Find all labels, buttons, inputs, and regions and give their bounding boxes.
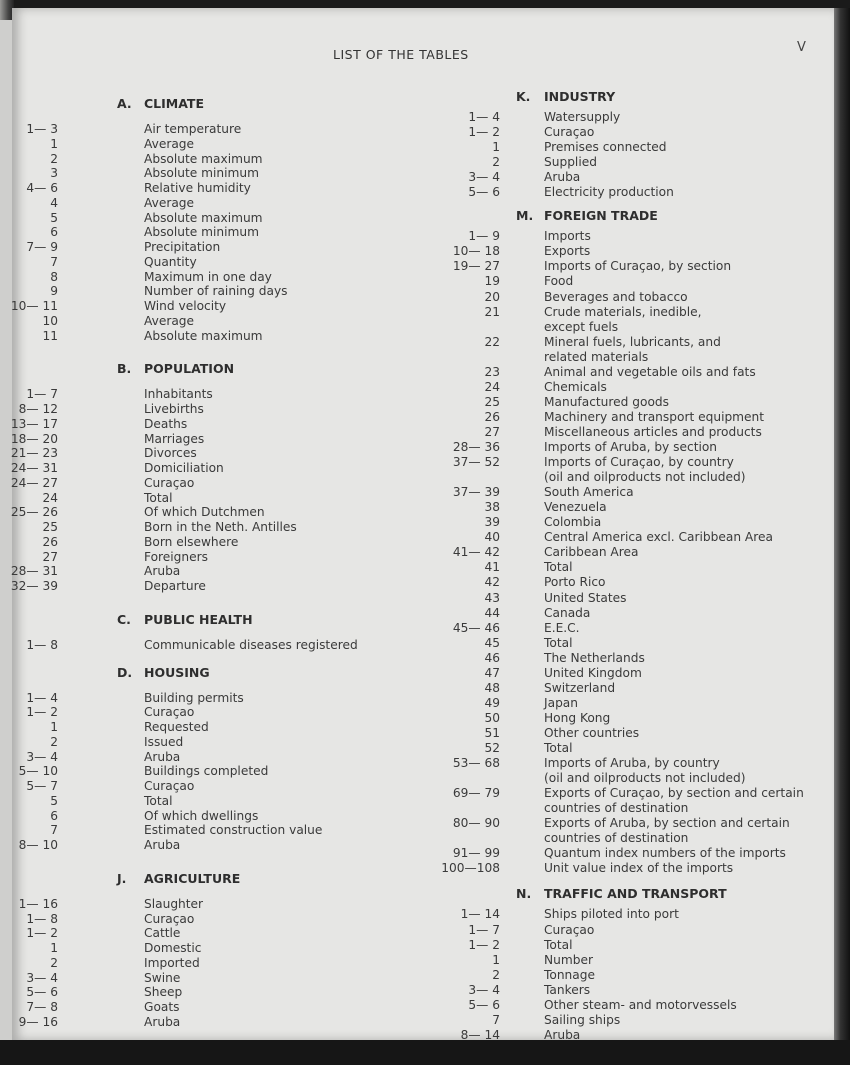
table-number: 25 [42,520,58,534]
table-list-entry [0,711,850,726]
table-title: Born elsewhere [144,534,239,549]
table-list-entry [0,923,850,938]
table-number: 2 [50,734,58,749]
table-title: Total [544,635,573,650]
table-number: 19 [484,274,500,289]
table-number: 1— 2 [26,705,58,720]
table-list-entry [0,606,850,621]
table-title: Crude materials, inedible, [544,304,702,319]
table-title: Imports of Curaçao, by section [544,259,732,274]
table-number: 51 [484,725,500,740]
table-title: (oil and oilproducts not included) [544,771,746,786]
table-title: Other countries [544,725,640,740]
table-title: Colombia [544,515,602,530]
table-title: countries of destination [544,831,689,846]
table-title: Marriages [144,431,205,446]
table-number: 8 [50,269,58,284]
table-title: Total [544,741,573,755]
table-title: Absolute minimum [144,166,259,181]
table-title: United States [544,590,627,605]
table-title: Canada [544,605,591,620]
table-title: Of which dwellings [144,808,259,823]
table-number: 24— 31 [10,461,58,475]
table-title: Of which Dutchmen [144,505,265,520]
table-list-entry [0,110,850,125]
table-title: Chemicals [544,379,607,394]
table-title: Unit value index of the imports [544,861,734,876]
table-title: Aruba [144,838,181,852]
table-list-entry [0,485,850,500]
table-list-entry [0,125,850,140]
table-list-entry [0,938,850,953]
table-number: 38 [484,500,500,515]
table-title: South America [544,485,634,500]
table-title: Cattle [144,926,181,941]
table-list-entry [0,953,850,968]
table-title: Aruba [544,1027,581,1042]
table-title: Ships piloted into port [544,907,679,922]
table-title: Building permits [144,690,244,705]
table-title: Venezuela [544,500,607,515]
table-number: 19— 27 [452,259,500,274]
table-number: 28— 36 [452,440,500,454]
table-list-entry [0,801,850,816]
table-number: 3— 4 [26,749,58,764]
table-number: 37— 52 [452,455,500,470]
table-title: Wind velocity [144,299,227,313]
table-title: Imported [144,955,200,970]
table-list-entry [0,320,850,335]
table-list-entry [0,185,850,200]
section-letter: N. [516,886,532,902]
table-list-entry [0,530,850,545]
table-title: Hong Kong [544,710,611,725]
table-list-entry [0,651,850,666]
table-number: 10— 18 [452,244,500,259]
table-number: 1 [50,136,58,151]
table-list-entry [0,410,850,425]
table-number: 22 [484,334,500,349]
table-number: 46 [484,650,500,665]
table-list-entry [0,621,850,636]
table-title: Foreigners [144,549,208,564]
table-title: Buildings completed [144,764,269,779]
table-number: 2 [492,967,500,982]
table-title: Supplied [544,155,597,170]
table-title: Total [544,937,573,952]
table-number: 28— 31 [10,564,58,579]
table-number: 21— 23 [10,446,58,461]
table-number: 7— 8 [26,1000,58,1014]
table-title: Quantity [144,254,197,269]
table-number: 18— 20 [10,431,58,446]
table-number: 9— 16 [18,1014,58,1029]
table-title: Average [144,195,195,210]
table-number: 10— 11 [10,299,58,313]
table-title: Precipitation [144,240,221,254]
table-number: 44 [484,605,500,620]
table-list-entry [0,591,850,606]
table-title: Animal and vegetable oils and fats [544,364,756,379]
table-title: Swine [144,970,181,985]
table-number: 23 [484,364,500,379]
table-number: 8— 14 [460,1027,500,1042]
table-title: Tankers [544,982,591,997]
table-title: Curaçao [144,705,195,720]
table-list-entry [0,229,850,244]
table-title: Imports of Aruba, by section [544,440,718,454]
table-number: 13— 17 [10,416,58,431]
table-title: Maximum in one day [144,269,272,284]
table-number: 100—108 [441,861,500,876]
table-number: 5— 10 [18,764,58,779]
table-title: Caribbean Area [544,545,639,560]
table-title: Average [144,136,195,151]
page-title: LIST OF THE TABLES [333,47,469,62]
table-list-entry [0,786,850,801]
table-title: Number [544,952,593,967]
section-title: HOUSING [144,664,210,680]
table-list-entry [0,968,850,983]
table-title: Requested [144,720,209,734]
section-heading [0,208,850,223]
table-title: Food [544,274,574,289]
table-title: Exports [544,244,591,259]
table-number: 27 [484,424,500,439]
table-list-entry [0,831,850,846]
section-letter: C. [117,611,131,627]
table-title: Quantum index numbers of the imports [544,846,786,861]
table-number: 49 [484,695,500,710]
table-number: 1 [492,140,500,155]
table-number: 5 [50,793,58,808]
table-title: Total [144,793,173,808]
table-list-entry [0,170,850,185]
table-title: Imports of Curaçao, by country [544,455,734,470]
table-title: Average [144,313,195,328]
table-list-entry [0,470,850,485]
table-list-entry [0,515,850,530]
section-letter: J. [117,870,127,886]
table-number: 2 [50,955,58,970]
table-title: Imports of Aruba, by country [544,756,720,771]
table-title: Curaçao [544,125,595,140]
table-number: 1— 7 [26,387,58,402]
table-list-entry [0,696,850,711]
table-number: 5— 6 [26,985,58,1000]
table-number: 5— 6 [468,997,500,1012]
table-title: Divorces [144,446,197,461]
section-title: FOREIGN TRADE [544,208,658,224]
table-title: Total [544,560,573,575]
table-number: 24 [42,490,58,505]
table-list-entry [0,290,850,305]
table-list-entry [0,998,850,1013]
table-title: Exports of Curaçao, by section and certain [544,786,804,801]
table-number: 1 [50,720,58,734]
table-number: 7— 9 [26,240,58,254]
table-list-entry [0,155,850,170]
table-number: 41 [484,560,500,575]
section-title: POPULATION [144,361,235,377]
section-heading [0,89,850,104]
table-title: Domiciliation [144,461,224,475]
table-number: 32— 39 [10,579,58,593]
table-list-entry [0,395,850,410]
table-number: 69— 79 [452,786,500,801]
table-number: 7 [50,823,58,838]
table-list-entry [0,666,850,681]
table-title: Relative humidity [144,181,251,195]
table-number: 39 [484,515,500,530]
table-number: 24— 27 [10,475,58,490]
table-title: Premises connected [544,140,667,155]
table-title: Air temperature [144,122,242,136]
table-number: 37— 39 [452,485,500,500]
section-title: TRAFFIC AND TRANSPORT [544,886,727,902]
table-number: 53— 68 [452,756,500,771]
table-title: Aruba [144,749,181,764]
table-list-entry [0,140,850,155]
table-title: Exports of Aruba, by section and certain [544,816,790,831]
section-letter: B. [117,361,132,377]
table-title: Imports [544,229,591,244]
table-title: Issued [144,734,184,749]
table-title: Total [144,490,173,505]
table-title: except fuels [544,319,619,334]
table-title: Aruba [144,1014,181,1029]
table-number: 3 [50,166,58,181]
table-number: 21 [484,304,500,319]
section-title: INDUSTRY [544,89,616,104]
table-number: 47 [484,665,500,680]
section-heading [0,886,850,901]
table-title: Porto Rico [544,575,606,590]
table-title: Sailing ships [544,1012,621,1027]
table-title: Born in the Neth. Antilles [144,520,297,534]
table-number: 42 [484,575,500,590]
table-number: 1— 2 [468,937,500,952]
table-title: Estimated construction value [144,823,323,838]
table-number: 4 [50,195,58,210]
table-number: 80— 90 [452,816,500,831]
table-title: Curaçao [544,922,595,937]
table-number: 3— 4 [26,970,58,985]
table-title: Central America excl. Caribbean Area [544,530,773,545]
table-list-entry [0,636,850,651]
table-list-entry [0,907,850,922]
table-number: 1 [492,952,500,967]
table-number: 7 [50,254,58,269]
table-title: Absolute maximum [144,151,263,166]
table-number: 6 [50,808,58,823]
table-title: Absolute minimum [144,225,259,240]
table-title: Domestic [144,941,202,955]
table-title: Aruba [544,170,581,185]
table-number: 1— 8 [26,911,58,926]
table-number: 8— 12 [18,402,58,416]
table-title: Livebirths [144,402,204,416]
table-list-entry [0,259,850,274]
table-title: Manufactured goods [544,394,669,409]
scan-bottom-border [0,1040,850,1065]
table-title: Goats [144,1000,180,1014]
section-letter: M. [516,208,534,224]
table-title: related materials [544,349,649,364]
table-title: Japan [544,695,578,710]
table-title: Watersupply [544,110,621,124]
page-number: V [797,40,806,55]
table-number: 2 [492,155,500,170]
table-list-entry [0,455,850,470]
table-list-entry [0,681,850,696]
table-number: 91— 99 [452,846,500,861]
table-title: Absolute maximum [144,328,263,343]
table-number: 45— 46 [452,620,500,635]
table-number: 1— 2 [26,926,58,941]
table-list-entry [0,726,850,741]
table-number: 5— 6 [468,185,500,200]
table-number: 1— 7 [468,922,500,937]
table-number: 10 [42,313,58,328]
table-title: Other steam- and motorvessels [544,997,737,1012]
table-title: Curaçao [144,475,195,490]
table-title: Communicable diseases registered [144,637,358,652]
table-title: Curaçao [144,911,195,926]
table-number: 5— 7 [26,779,58,793]
table-number: 27 [42,549,58,564]
table-title: Deaths [144,416,188,431]
table-list-entry [0,560,850,575]
table-title: Beverages and tobacco [544,289,688,304]
table-title: E.E.C. [544,620,580,635]
table-title: The Netherlands [544,650,645,665]
table-title: Curaçao [144,779,195,793]
table-number: 45 [484,635,500,650]
table-list-entry [0,846,850,861]
section-title: CLIMATE [144,96,204,111]
table-title: Electricity production [544,185,674,200]
section-letter: A. [117,96,132,111]
table-number: 43 [484,590,500,605]
section-letter: D. [117,664,133,680]
table-number: 41— 42 [452,545,500,560]
table-number: 20 [484,289,500,304]
table-number: 3— 4 [468,170,500,185]
table-number: 2 [50,151,58,166]
section-title: AGRICULTURE [144,870,241,886]
table-number: 25— 26 [10,505,58,520]
table-title: (oil and oilproducts not included) [544,470,746,485]
table-title: Switzerland [544,680,616,695]
table-number: 4— 6 [26,181,58,195]
table-list-entry [0,365,850,380]
table-list-entry [0,380,850,395]
table-title: countries of destination [544,801,689,816]
table-number: 1— 3 [26,122,58,136]
table-number: 7 [492,1012,500,1027]
table-title: Machinery and transport equipment [544,409,765,424]
table-list-entry [0,861,850,876]
table-number: 1— 8 [26,637,58,652]
table-title: Slaughter [144,896,204,911]
table-title: Tonnage [544,967,595,982]
table-title: Number of raining days [144,284,288,299]
table-number: 1— 4 [468,110,500,124]
table-number: 48 [484,680,500,695]
table-title: Absolute maximum [144,210,263,225]
table-list-entry [0,440,850,455]
table-list-entry [0,500,850,515]
table-number: 24 [484,379,500,394]
table-number: 3— 4 [468,982,500,997]
table-list-entry [0,771,850,786]
table-list-entry [0,244,850,259]
table-list-entry [0,983,850,998]
table-number: 52 [484,741,500,755]
table-number: 1— 14 [460,907,500,922]
table-number: 5 [50,210,58,225]
table-number: 1— 9 [468,229,500,244]
table-number: 40 [484,530,500,545]
table-list-entry [0,1013,850,1028]
table-list-entry [0,425,850,440]
table-list-entry [0,1028,850,1043]
table-number: 26 [42,534,58,549]
table-list-entry [0,274,850,289]
table-title: Inhabitants [144,387,213,402]
table-number: 1 [50,941,58,955]
table-number: 1— 4 [26,690,58,705]
section-letter: K. [516,89,531,104]
table-list-entry [0,335,850,350]
section-title: PUBLIC HEALTH [144,611,253,627]
table-title: Departure [144,579,206,593]
table-number: 9 [50,284,58,299]
table-list-entry [0,305,850,320]
table-title: Sheep [144,985,183,1000]
table-list-entry [0,741,850,756]
table-list-entry [0,816,850,831]
table-list-entry [0,350,850,365]
table-number: 25 [484,394,500,409]
table-list-entry [0,575,850,590]
table-number: 11 [42,328,58,343]
table-title: Miscellaneous articles and products [544,424,762,439]
table-number: 6 [50,225,58,240]
table-title: Mineral fuels, lubricants, and [544,334,721,349]
table-number: 8— 10 [18,838,58,852]
table-number: 26 [484,409,500,424]
table-title: United Kingdom [544,665,642,680]
table-list-entry [0,756,850,771]
table-number: 1— 2 [468,125,500,140]
table-title: Aruba [144,564,181,579]
table-number: 50 [484,710,500,725]
table-list-entry [0,545,850,560]
table-number: 1— 16 [18,896,58,911]
